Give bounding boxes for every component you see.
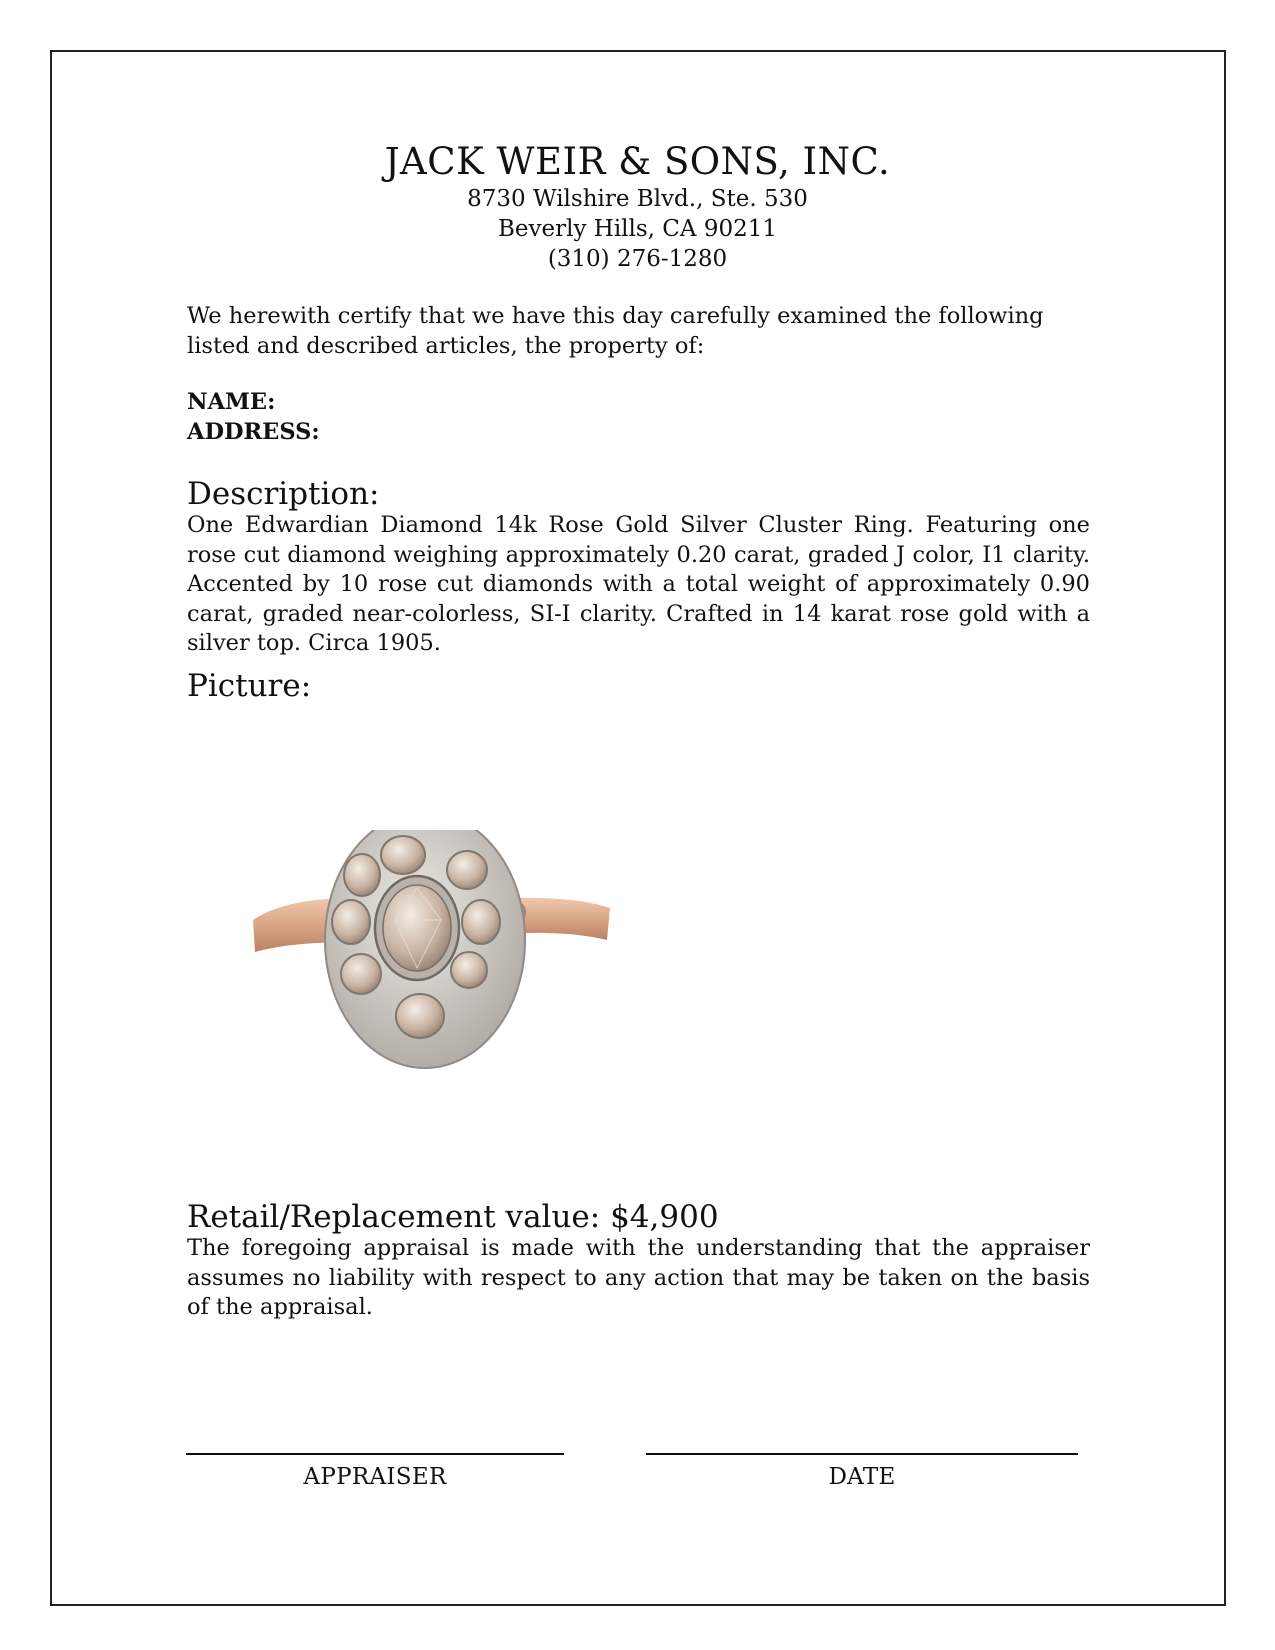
address-label: ADDRESS: <box>187 418 320 445</box>
accent-diamond <box>344 854 380 896</box>
appraiser-signature-line <box>186 1453 564 1455</box>
page-border <box>50 50 1226 1606</box>
certification-intro: We herewith certify that we have this day carefully examined the following listed and described articles, the property of: <box>187 303 1044 359</box>
appraiser-label: APPRAISER <box>303 1464 447 1490</box>
accent-diamond <box>462 900 500 944</box>
accent-diamond <box>381 836 425 874</box>
description-text: One Edwardian Diamond 14k Rose Gold Silver Cluster Ring. Featuring one rose cut diamond weighing approximately 0.20 carat, graded J color, I1 clarity. Accented by 10 rose cut diamonds with a total weight of approximately 0.90 carat, graded near-colorless, SI-I clarity. Crafted in 14 karat rose gold with a silver top. Circa 1905. <box>187 512 1090 656</box>
description-heading: Description: <box>187 476 380 512</box>
accent-diamond <box>341 954 381 994</box>
date-signature-line <box>646 1453 1078 1455</box>
valuation-disclaimer: The foregoing appraisal is made with the understanding that the appraiser assumes no liability with respect to any action that may be taken on the basis of the appraisal. <box>187 1235 1090 1320</box>
accent-diamond <box>447 851 487 889</box>
date-label: DATE <box>828 1464 896 1490</box>
accent-diamond <box>332 900 370 944</box>
accent-diamond <box>396 994 444 1038</box>
accent-diamond <box>451 952 487 988</box>
letterhead <box>0 140 1275 274</box>
valuation-heading: Retail/Replacement value: $4,900 <box>187 1199 719 1235</box>
company-name: JACK WEIR & SONS, INC. <box>384 140 891 183</box>
company-address-line1: 8730 Wilshire Blvd., Ste. 530 <box>467 186 808 212</box>
company-address-line2: Beverly Hills, CA 90211 <box>497 216 777 242</box>
owner-fields <box>187 388 1090 447</box>
ring-photo <box>245 830 615 1080</box>
center-diamond <box>383 885 451 971</box>
name-label: NAME: <box>187 389 276 415</box>
company-phone: (310) 276-1280 <box>547 246 728 272</box>
picture-heading: Picture: <box>187 668 312 704</box>
